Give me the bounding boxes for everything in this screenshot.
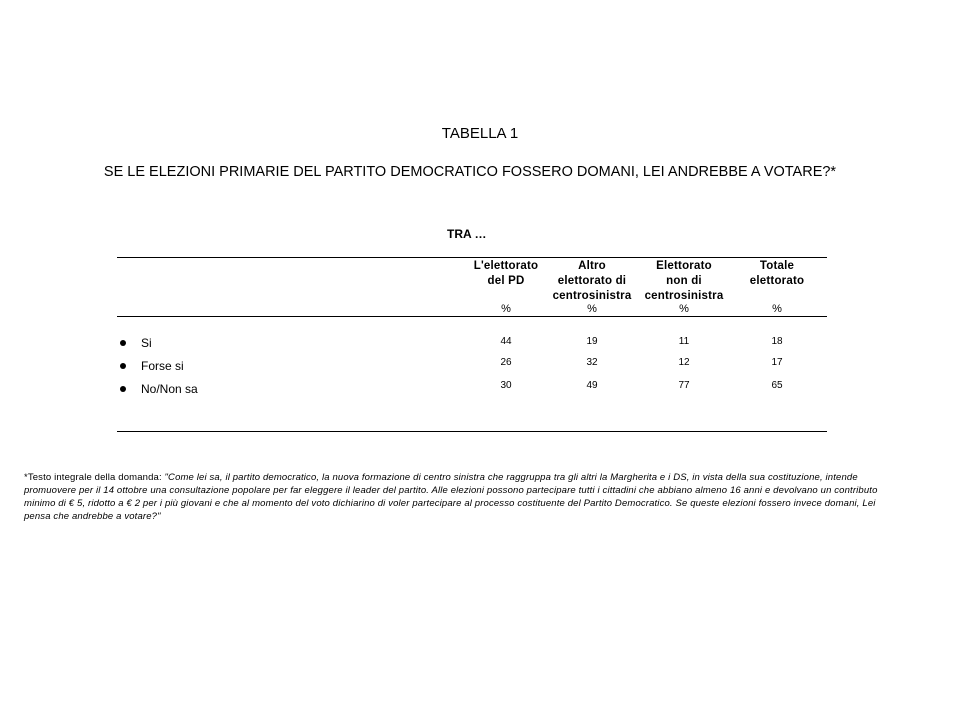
column-header-line: Altro	[578, 260, 606, 272]
table-cell: 12	[678, 357, 690, 368]
row-label-si	[120, 336, 152, 350]
footnote-prefix: *Testo integrale della domanda:	[24, 472, 165, 483]
table-cell: 49	[586, 380, 598, 391]
column-header-line: centrosinistra	[552, 290, 632, 302]
table-cell: 18	[771, 336, 783, 347]
table-question: SE LE ELEZIONI PRIMARIE DEL PARTITO DEMOCRATICO FOSSERO DOMANI, LEI ANDREBBE A VOTARE?*	[103, 164, 837, 180]
table-cell: 44	[500, 336, 512, 347]
column-header-line: non di	[666, 275, 702, 287]
table-cell: 17	[771, 357, 783, 368]
column-header-line: del PD	[487, 275, 525, 287]
column-header-line: Elettorato	[656, 260, 712, 272]
column-unit: %	[587, 303, 597, 315]
top-rule	[117, 257, 827, 258]
column-header-line: elettorato di	[557, 275, 627, 287]
footnote-question-text: "Come lei sa, il partito democratico, la nuova formazione di centro sinistra che raggruppa tra gli altri la Margherita e i DS, in vista della sua costituzione, intende promuovere per il 14 ottobre una consultazione popolare per far eleggere il leader del partito. Alle elezioni possono partecipare tutti i cittadini che abbiano almeno 16 anni e devolvano un contributo minimo di € 5, ridotto a € 2 per i più giovani e che al momento del voto dichiarino di voler partecipare al processo costituente del Partito Democratico. Se queste elezioni fossero invece domani, Lei pensa che andrebbe a votare?"	[24, 472, 878, 522]
bullet-icon	[120, 340, 126, 346]
column-unit: %	[501, 303, 511, 315]
column-header-line: Totale	[759, 260, 795, 272]
table-cell: 65	[771, 380, 783, 391]
table-cell: 32	[586, 357, 598, 368]
column-header-altro	[542, 259, 642, 304]
table-title: TABELLA 1	[441, 125, 519, 142]
table-cell: 30	[500, 380, 512, 391]
table-cell: 26	[500, 357, 512, 368]
column-unit: %	[772, 303, 782, 315]
row-label-forse-si	[120, 359, 184, 373]
bottom-rule	[117, 431, 827, 432]
column-header-line: centrosinistra	[644, 290, 724, 302]
row-label-no-non-sa	[120, 382, 198, 396]
bullet-icon	[120, 386, 126, 392]
row-label-text: No/Non sa	[141, 382, 198, 396]
column-unit: %	[679, 303, 689, 315]
column-header-non-centrosinistra	[634, 259, 734, 304]
table-cell: 11	[678, 336, 690, 347]
column-header-line: L'elettorato	[473, 260, 539, 272]
row-label-text: Si	[141, 336, 152, 350]
column-header-totale	[727, 259, 827, 289]
column-header-pd	[456, 259, 556, 289]
table-cell: 19	[586, 336, 598, 347]
row-label-text: Forse si	[141, 359, 184, 373]
column-header-line: elettorato	[749, 275, 805, 287]
bullet-icon	[120, 363, 126, 369]
tra-label: TRA …	[447, 227, 487, 241]
footnote	[24, 471, 904, 523]
table-cell: 77	[678, 380, 690, 391]
header-rule	[117, 316, 827, 317]
